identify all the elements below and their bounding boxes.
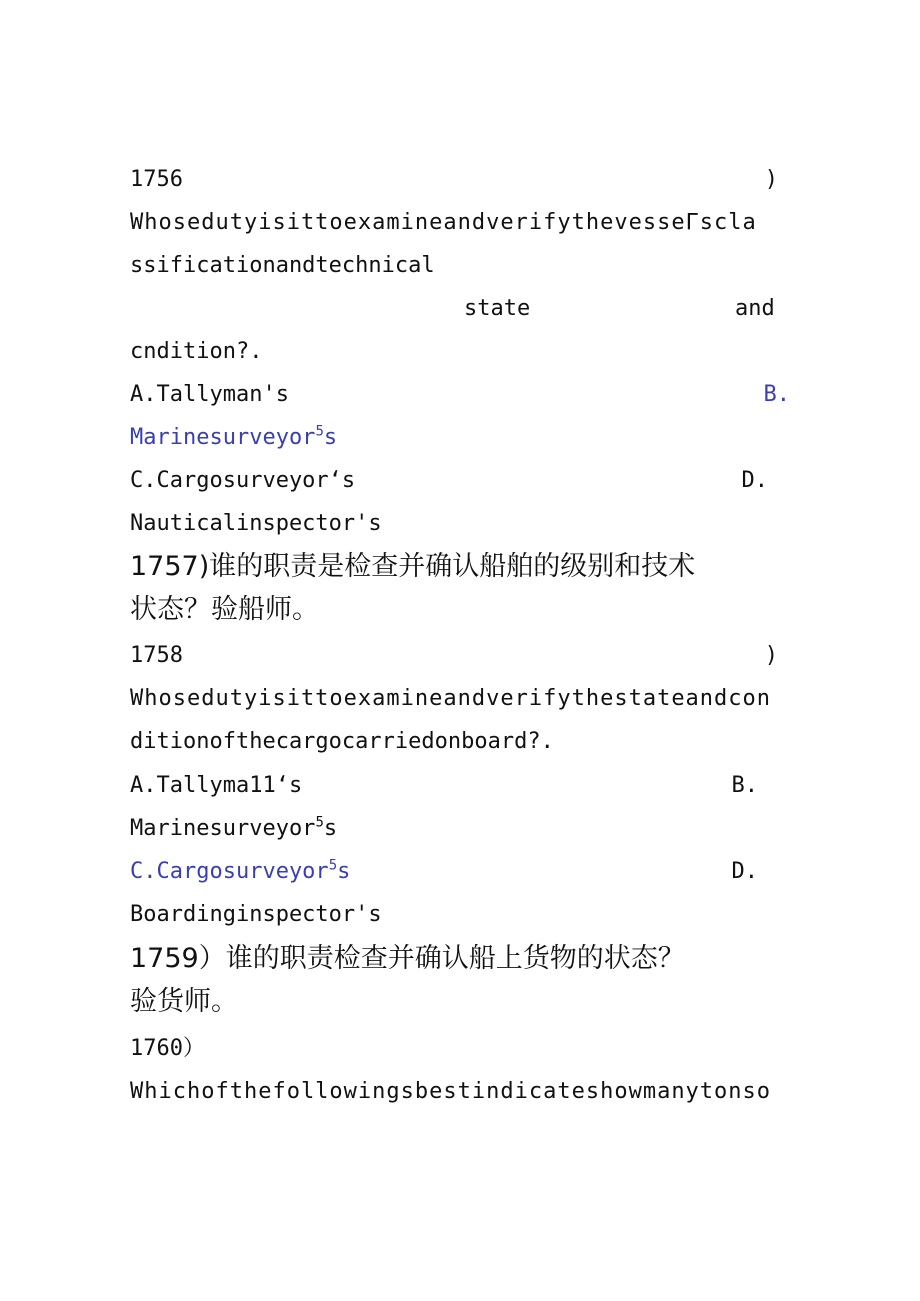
option-b-label: B. — [731, 773, 758, 798]
option-b-text: Marinesurveyor — [130, 816, 316, 841]
option-b-text: Marinesurveyor — [130, 425, 316, 450]
answer-line: 状态？验船师。 — [130, 594, 319, 625]
option-c-tail: s — [337, 859, 351, 884]
question-number: 1756 — [130, 167, 183, 192]
answer-line: 1759）谁的职责检查并确认船上货物的状态？ — [130, 943, 685, 974]
option-c-text: C.Cargosurveyor — [130, 859, 329, 884]
option-b-sup: 5 — [315, 423, 324, 440]
closing-paren: ) — [764, 643, 778, 668]
question-number-line — [130, 634, 790, 677]
question-text-line: cndition?. — [130, 339, 263, 364]
option-b-tail: s — [323, 816, 338, 841]
option-b-sup: 5 — [315, 814, 324, 831]
answer-line: 验货师。 — [130, 986, 238, 1017]
answer-line: 1757)谁的职责是检查并确认船舶的级别和技术 — [130, 551, 696, 582]
option-b-correct — [130, 416, 790, 459]
options-row — [130, 850, 790, 893]
question-text-line: Whichofthefollowingsbestindicateshowmanytonso — [130, 1079, 772, 1104]
option-b-label: B. — [763, 382, 790, 407]
option-d-text: Nauticalinspector's — [130, 511, 382, 536]
option-d-label: D. — [741, 468, 768, 493]
options-row — [130, 373, 790, 416]
question-word: and — [735, 296, 775, 321]
option-b — [130, 807, 790, 850]
question-word: state — [464, 296, 531, 321]
question-number: 1760） — [130, 1036, 205, 1061]
closing-paren: ) — [764, 167, 778, 192]
question-text-line: ssificationandtechnical — [130, 253, 435, 278]
question-text-line — [130, 287, 790, 330]
question-number-line — [130, 158, 790, 201]
options-row — [130, 459, 790, 502]
question-number: 1758 — [130, 643, 183, 668]
option-c: C.Cargosurveyorʻs — [130, 468, 356, 493]
question-text-line: WhosedutyisittoexamineandverifythevesseΓscla — [130, 210, 757, 235]
options-row — [130, 764, 790, 807]
option-b-tail: s — [323, 425, 338, 450]
question-text-line: ditionofthecargocarriedonboard?. — [130, 729, 554, 754]
option-a: A.Tallyma11ʻs — [130, 773, 303, 798]
option-a: A.Tallyman's — [130, 382, 289, 407]
option-d-text: Boardinginspector's — [130, 902, 382, 927]
question-text-line: Whosedutyisittoexamineandverifythestateandcon — [130, 686, 772, 711]
option-c-sup: 5 — [328, 857, 338, 874]
option-c-correct — [130, 850, 350, 893]
option-d-label: D. — [731, 859, 758, 884]
